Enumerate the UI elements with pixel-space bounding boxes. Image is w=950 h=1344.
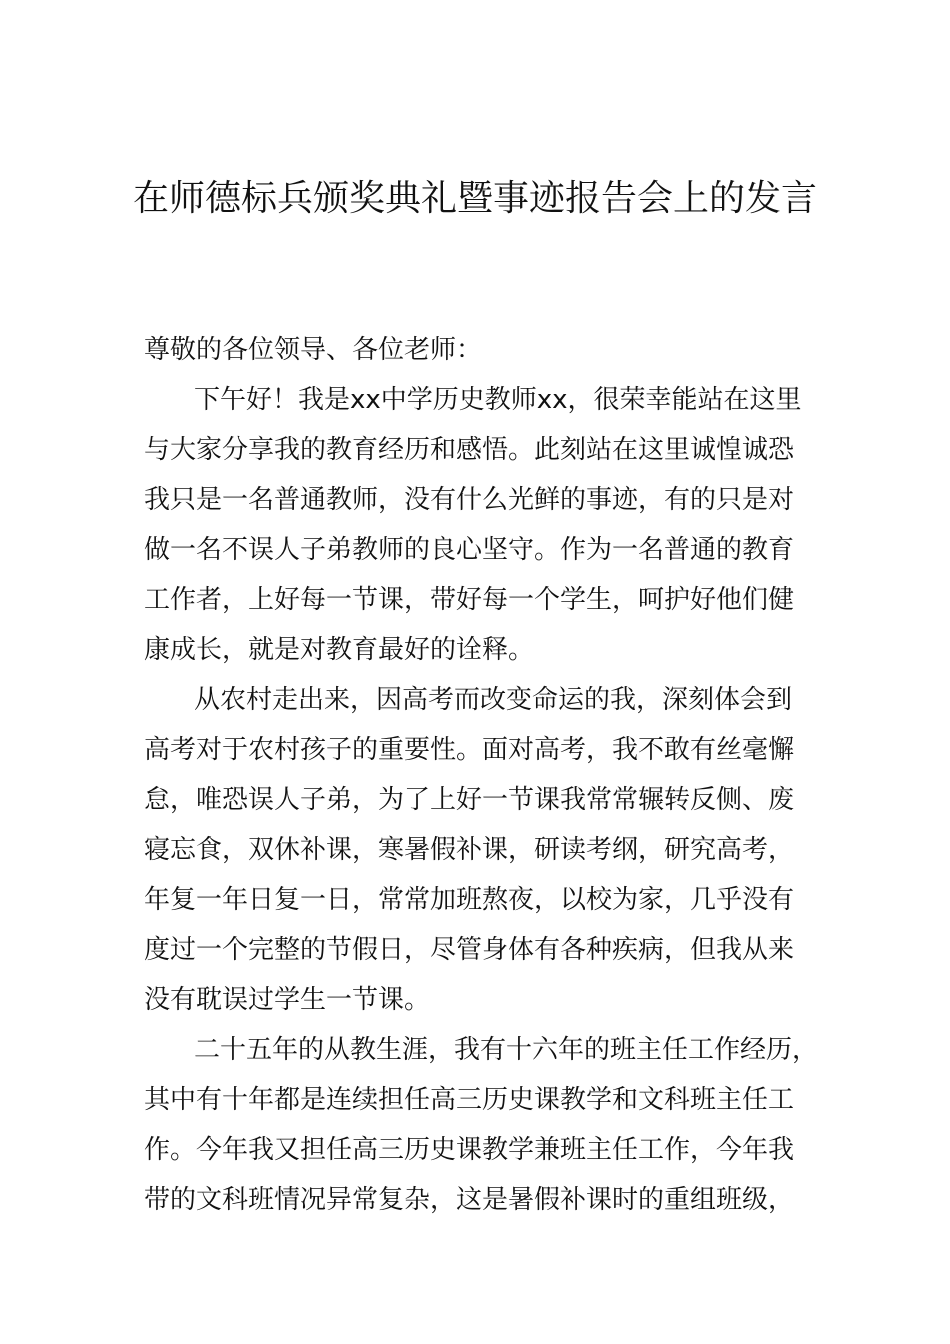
text-line-6: 康成长，就是对教育最好的诠释。 <box>144 635 535 665</box>
text-line-7: 从农村走出来，因高考而改变命运的我，深刻体会到 <box>194 685 793 715</box>
text-line-17: 带的文科班情况异常复杂，这是暑假补课时的重组班级， <box>144 1185 795 1215</box>
document-title: 在师德标兵颁奖典礼暨事迹报告会上的发言 <box>132 178 817 219</box>
text-line-5: 工作者，上好每一节课，带好每一个学生，呵护好他们健 <box>144 585 795 615</box>
salutation: 尊敬的各位领导、各位老师： <box>144 335 483 365</box>
text-line-3: 我只是一名普通教师，没有什么光鲜的事迹，有的只是对 <box>144 485 795 515</box>
text-line-13: 没有耽误过学生一节课。 <box>144 985 431 1015</box>
text-line-11: 年复一年日复一日，常常加班熬夜，以校为家，几乎没有 <box>144 885 795 915</box>
text-line-1: 下午好！我是xx中学历史教师xx，很荣幸能站在这里 <box>194 385 802 415</box>
text-line-2: 与大家分享我的教育经历和感悟。此刻站在这里诚惶诚恐 <box>144 435 795 465</box>
text-line-16: 作。今年我又担任高三历史课教学兼班主任工作，今年我 <box>144 1135 795 1165</box>
text-line-10: 寝忘食，双休补课，寒暑假补课，研读考纲，研究高考， <box>144 835 795 865</box>
text-line-14: 二十五年的从教生涯，我有十六年的班主任工作经历， <box>194 1035 819 1065</box>
text-line-8: 高考对于农村孩子的重要性。面对高考，我不敢有丝毫懈 <box>144 735 795 765</box>
text-line-15: 其中有十年都是连续担任高三历史课教学和文科班主任工 <box>144 1085 795 1115</box>
text-line-4: 做一名不误人子弟教师的良心坚守。作为一名普通的教育 <box>144 535 795 565</box>
text-line-12: 度过一个完整的节假日，尽管身体有各种疾病，但我从来 <box>144 935 795 965</box>
text-line-9: 怠，唯恐误人子弟，为了上好一节课我常常辗转反侧、废 <box>144 785 795 815</box>
